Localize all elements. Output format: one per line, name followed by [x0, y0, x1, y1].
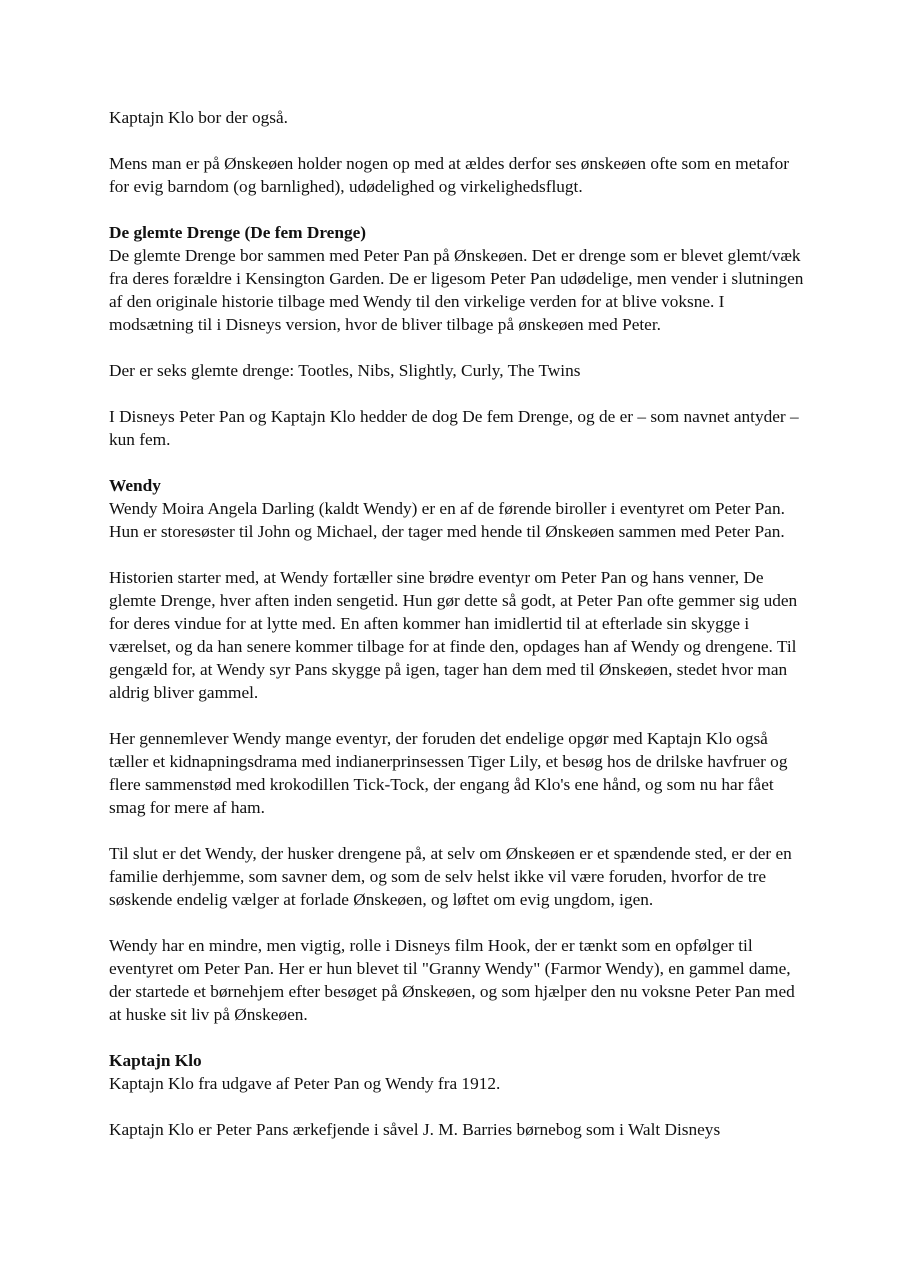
paragraph: Mens man er på Ønskeøen holder nogen op med at ældes derfor ses ønskeøen ofte som en metafor for evig barndom (og barnlighed), udødelighed og virkelighedsflugt. — [109, 154, 790, 196]
section-heading: Wendy — [109, 476, 161, 495]
section-heading: Kaptajn Klo — [109, 1051, 202, 1070]
paragraph: Wendy har en mindre, men vigtig, rolle i Disneys film Hook, der er tænkt som en opfølger til eventyret om Peter Pan. Her er hun blevet til "Granny Wendy" (Farmor Wendy), en gammel dame, der startede et børnehjem efter besøget på Ønskeøen, og som hjælper den nu voksne Peter Pan med at huske sit liv på Ønskeøen. — [109, 936, 795, 1024]
paragraph: De glemte Drenge bor sammen med Peter Pan på Ønskeøen. Det er drenge som er blevet glemt/væk fra deres forældre i Kensington Garden. De er ligesom Peter Pan udødelige, men vender i slutningen af den originale historie tilbage med Wendy til den virkelige verden for at blive voksne. I modsætning til i Disneys version, hvor de bliver tilbage på ønskeøen med Peter. — [109, 246, 804, 334]
paragraph: Her gennemlever Wendy mange eventyr, der foruden det endelige opgør med Kaptajn Klo også tæller et kidnapningsdrama med indianerprinsessen Tiger Lily, et besøg hos de drilske havfruer og flere sammenstød med krokodillen Tick-Tock, der engang åd Klo's ene hånd, og som nu har fået smag for mere af ham. — [109, 729, 788, 817]
paragraph: Kaptajn Klo bor der også. — [109, 108, 289, 127]
paragraph: Kaptajn Klo fra udgave af Peter Pan og Wendy fra 1912. — [109, 1074, 501, 1093]
paragraph: Til slut er det Wendy, der husker drengene på, at selv om Ønskeøen er et spændende sted, er der en familie derhjemme, som savner dem, og som de selv helst ikke vil være foruden, hvorfor de tre søskende endelig vælger at forlade Ønskeøen, og løftet om evig ungdom, igen. — [109, 844, 792, 909]
paragraph: Kaptajn Klo er Peter Pans ærkefjende i såvel J. M. Barries børnebog som i Walt Disneys — [109, 1120, 721, 1139]
section-heading: De glemte Drenge (De fem Drenge) — [109, 223, 367, 242]
paragraph: Historien starter med, at Wendy fortæller sine brødre eventyr om Peter Pan og hans venner, De glemte Drenge, hver aften inden sengetid. Hun gør dette så godt, at Peter Pan ofte gemmer sig uden for deres vindue for at lytte med. En aften kommer han imidlertid til at efterlade sin skygge i værelset, og da han senere kommer tilbage for at finde den, opdages han af Wendy og drengene. Til gengæld for, at Wendy syr Pans skygge på igen, tager han dem med til Ønskeøen, stedet hvor man aldrig bliver gammel. — [109, 568, 798, 702]
paragraph: I Disneys Peter Pan og Kaptajn Klo hedder de dog De fem Drenge, og de er – som navnet antyder – kun fem. — [109, 407, 799, 449]
paragraph: Wendy Moira Angela Darling (kaldt Wendy) er en af de førende biroller i eventyret om Peter Pan. Hun er storesøster til John og Michael, der tager med hende til Ønskeøen sammen med Peter Pan. — [109, 499, 785, 541]
document-page — [109, 106, 809, 1141]
paragraph: Der er seks glemte drenge: Tootles, Nibs, Slightly, Curly, The Twins — [109, 361, 581, 380]
